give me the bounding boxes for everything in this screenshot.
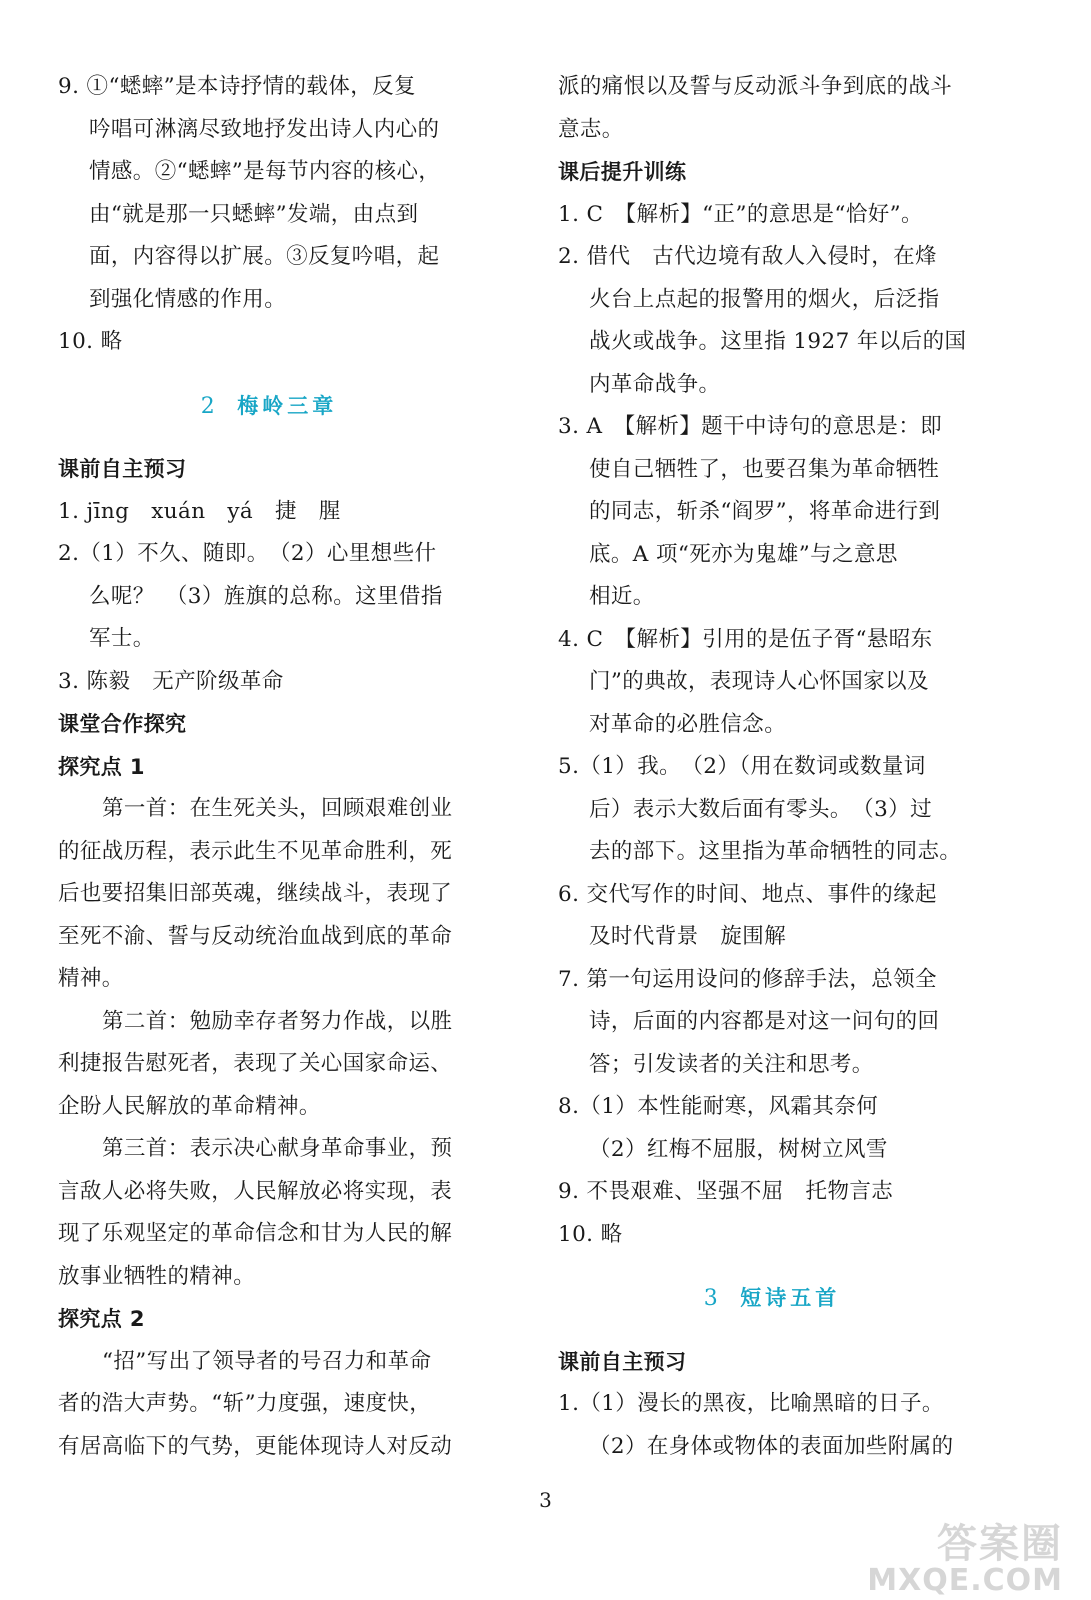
left-column <box>58 66 480 1468</box>
text-line: 3. A 【解析】题干中诗句的意思是：即 <box>558 414 943 439</box>
text-line: 门”的典故，表现诗人心怀国家以及 <box>589 669 929 694</box>
page-number: 3 <box>539 1488 552 1512</box>
section-title <box>558 1277 986 1320</box>
text-line: 意志。 <box>558 116 624 142</box>
text-line: 派的痛恨以及誓与反动派斗争到底的战斗 <box>558 74 953 99</box>
section-name: 短诗五首 <box>740 1286 841 1310</box>
text-line: “招”写出了领导者的号召力和革命 <box>102 1348 432 1374</box>
text-line: 的征战历程，表示此生不见革命胜利，死 <box>58 838 453 864</box>
text-line: 到强化情感的作用。 <box>89 286 287 312</box>
text-line: 及时代背景 旋围解 <box>589 924 787 949</box>
text-line: （2）在身体或物体的表面加些附属的 <box>589 1433 954 1459</box>
explore-point-2-heading: 探究点 2 <box>58 1307 145 1331</box>
text-line: 精神。 <box>58 966 124 991</box>
text-line: 现了乐观坚定的革命信念和甘为人民的解 <box>58 1221 453 1246</box>
text-line: 者的浩大声势。“斩”力度强，速度快， <box>58 1391 432 1416</box>
text-line: 1. jīng xuán yá 捷 腥 <box>58 498 341 524</box>
text-line: 利捷报告慰死者，表现了关心国家命运、 <box>58 1051 453 1076</box>
text-line: 的同志，斩杀“阎罗”，将革命进行到 <box>589 499 941 524</box>
explore-point-1-heading: 探究点 1 <box>58 754 145 779</box>
pre-study-heading: 课前自主预习 <box>58 457 187 481</box>
text-line: 第三首：表示决心献身革命事业，预 <box>102 1136 453 1161</box>
text-line: 2. 借代 古代边境有敌人入侵时，在烽 <box>558 244 937 269</box>
text-line: 2.（1）不久、随即。 （2）心里想些什 <box>58 541 437 566</box>
text-line: 面，内容得以扩展。③反复吟唱，起 <box>89 244 440 269</box>
text-line: 相近。 <box>589 584 655 609</box>
text-line: 9. 不畏艰难、坚强不屈 托物言志 <box>558 1179 894 1204</box>
watermark-url: MXQE.COM <box>867 1563 1063 1598</box>
section-name: 梅岭三章 <box>237 393 338 418</box>
text-line: 使自己牺牲了，也要召集为革命牺牲 <box>589 456 940 482</box>
text-line: 答；引发读者的关注和思考。 <box>589 1051 874 1077</box>
text-line: 诗，后面的内容都是对这一问句的回 <box>589 1009 940 1034</box>
pre-study-heading: 课前自主预习 <box>558 1349 687 1374</box>
text-line: 情感。②“蟋蟀”是每节内容的核心， <box>89 159 441 184</box>
watermark-text: 答案圈 <box>937 1521 1063 1567</box>
text-line: 4. C 【解析】引用的是伍子胥“悬昭东 <box>558 626 933 652</box>
text-line: 么呢？ （3）旌旗的总称。这里借指 <box>89 583 443 609</box>
text-line: 后也要招集旧部英魂，继续战斗，表现了 <box>58 881 453 906</box>
text-line: 5.（1）我。 （2）（用在数词或数量词 <box>558 754 926 779</box>
text-line: 吟唱可淋漓尽致地抒发出诗人内心的 <box>89 116 440 142</box>
text-line: 战火或战争。这里指 1927 年以后的国 <box>589 329 967 354</box>
after-class-heading: 课后提升训练 <box>558 160 687 184</box>
text-line: 第一首：在生死关头，回顾艰难创业 <box>102 796 453 821</box>
watermark-logo <box>867 1512 1063 1598</box>
class-explore-heading: 课堂合作探究 <box>58 712 187 736</box>
section-title <box>58 385 480 428</box>
section-number: 2 <box>200 393 216 419</box>
text-line: 言敌人必将失败，人民解放必将实现，表 <box>58 1178 453 1204</box>
text-line: 企盼人民解放的革命精神。 <box>58 1093 321 1119</box>
text-line: 10. 略 <box>558 1221 623 1247</box>
right-column <box>558 66 986 1468</box>
q9-answer <box>58 66 480 321</box>
text-line: 后）表示大数后面有零头。 （3）过 <box>589 796 932 822</box>
text-line: 放事业牺牲的精神。 <box>58 1263 256 1289</box>
text-line: 6. 交代写作的时间、地点、事件的缘起 <box>558 881 937 907</box>
text-line: 9. ①“蟋蟀”是本诗抒情的载体，反复 <box>58 74 416 99</box>
text-line: 对革命的必胜信念。 <box>589 711 787 737</box>
text-line: 火台上点起的报警用的烟火，后泛指 <box>589 286 940 312</box>
text-line: 由“就是那一只蟋蟀”发端，由点到 <box>89 201 419 227</box>
text-line: 内革命战争。 <box>589 371 721 397</box>
text-line: （2）红梅不屈服，树树立风雪 <box>589 1136 888 1162</box>
text-line: 1.（1）漫长的黑夜，比喻黑暗的日子。 <box>558 1391 944 1416</box>
text-line: 第二首：勉励幸存者努力作战，以胜 <box>102 1008 453 1034</box>
text-line: 至死不渝、誓与反动统治血战到底的革命 <box>58 923 453 949</box>
section-number: 3 <box>703 1286 719 1311</box>
text-line: 去的部下。这里指为革命牺牲的同志。 <box>589 839 962 864</box>
text-line: 3. 陈毅 无产阶级革命 <box>58 668 284 694</box>
text-line: 7. 第一句运用设问的修辞手法，总领全 <box>558 966 937 992</box>
text-line: 1. C 【解析】“正”的意思是“恰好”。 <box>558 201 923 227</box>
q10-answer: 10. 略 <box>58 329 123 354</box>
text-line: 8.（1）本性能耐寒，风霜其奈何 <box>558 1094 879 1119</box>
text-line: 有居高临下的气势，更能体现诗人对反动 <box>58 1433 453 1459</box>
text-line: 军士。 <box>89 626 155 651</box>
text-line: 底。A 项“死亦为鬼雄”与之意思 <box>589 541 898 567</box>
